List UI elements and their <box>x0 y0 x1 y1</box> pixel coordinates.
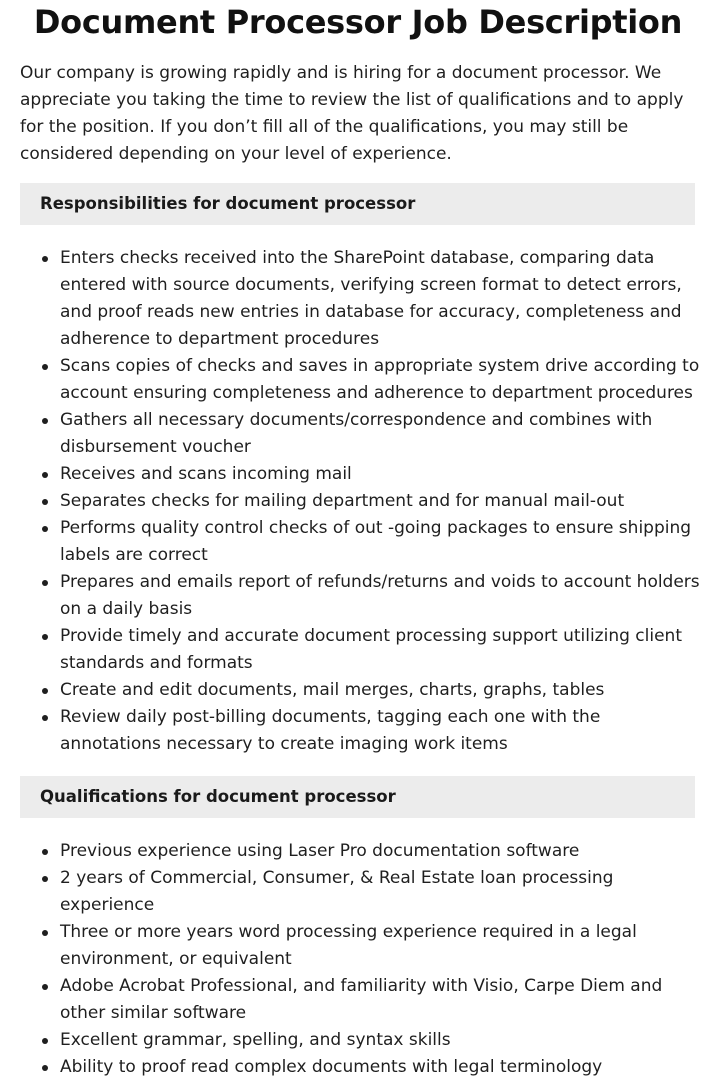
list-item <box>60 1027 700 1054</box>
bullet-icon <box>42 256 48 262</box>
page-title: Document Processor Job Description <box>33 3 683 41</box>
list-item <box>60 919 700 973</box>
bullet-icon <box>42 1065 48 1071</box>
bullet-icon <box>42 688 48 694</box>
bullet-icon <box>42 930 48 936</box>
list-item-text: Scans copies of checks and saves in appropriate system drive according to account ensuring completeness and adherence to department procedures <box>60 356 700 403</box>
list-item <box>60 461 700 488</box>
list-item-text: Prepares and emails report of refunds/returns and voids to account holders on a daily basis <box>60 572 700 619</box>
bullet-icon <box>42 876 48 882</box>
list-item-text: Enters checks received into the SharePoint database, comparing data entered with source documents, verifying screen format to detect errors, and proof reads new entries in database for accuracy, completeness and adherence to department procedures <box>60 248 682 349</box>
bullet-icon <box>42 499 48 505</box>
list-item-text: Provide timely and accurate document processing support utilizing client standards and formats <box>60 626 682 673</box>
qualifications-heading: Qualifications for document processor <box>20 776 695 818</box>
list-item-text: 2 years of Commercial, Consumer, & Real Estate loan processing experience <box>60 868 614 915</box>
list-item-text: Review daily post-billing documents, tagging each one with the annotations necessary to create imaging work items <box>60 707 601 754</box>
bullet-icon <box>42 849 48 855</box>
list-item-text: Receives and scans incoming mail <box>60 464 352 484</box>
list-item <box>60 704 700 758</box>
list-item <box>60 515 700 569</box>
list-item <box>60 353 700 407</box>
intro-paragraph: Our company is growing rapidly and is hiring for a document processor. We appreciate you taking the time to review the list of qualifications and to apply for the position. If you don’t fill all of the qualifications, you may still be considered depending on your level of experience. <box>20 63 684 164</box>
bullet-icon <box>42 472 48 478</box>
list-item <box>60 407 700 461</box>
list-item-text: Ability to proof read complex documents with legal terminology <box>60 1057 603 1077</box>
list-item-text: Performs quality control checks of out -going packages to ensure shipping labels are correct <box>60 518 692 565</box>
bullet-icon <box>42 526 48 532</box>
list-item-text: Gathers all necessary documents/correspondence and combines with disbursement voucher <box>60 410 653 457</box>
list-item-text: Separates checks for mailing department and for manual mail-out <box>60 491 625 511</box>
list-item-text: Create and edit documents, mail merges, charts, graphs, tables <box>60 680 605 700</box>
responsibilities-list <box>20 245 700 758</box>
list-item-text: Three or more years word processing experience required in a legal environment, or equivalent <box>60 922 637 969</box>
responsibilities-heading: Responsibilities for document processor <box>20 183 695 225</box>
list-item <box>60 245 700 353</box>
qualifications-list <box>20 838 700 1081</box>
list-item <box>60 838 700 865</box>
list-item <box>60 1054 700 1081</box>
list-item <box>60 865 700 919</box>
list-item <box>60 569 700 623</box>
bullet-icon <box>42 418 48 424</box>
list-item <box>60 623 700 677</box>
list-item <box>60 677 700 704</box>
bullet-icon <box>42 715 48 721</box>
bullet-icon <box>42 984 48 990</box>
list-item-text: Excellent grammar, spelling, and syntax skills <box>60 1030 451 1050</box>
bullet-icon <box>42 1038 48 1044</box>
bullet-icon <box>42 634 48 640</box>
bullet-icon <box>42 364 48 370</box>
list-item <box>60 973 700 1027</box>
list-item-text: Adobe Acrobat Professional, and familiarity with Visio, Carpe Diem and other similar software <box>60 976 663 1023</box>
bullet-icon <box>42 580 48 586</box>
list-item-text: Previous experience using Laser Pro documentation software <box>60 841 580 861</box>
list-item <box>60 488 700 515</box>
